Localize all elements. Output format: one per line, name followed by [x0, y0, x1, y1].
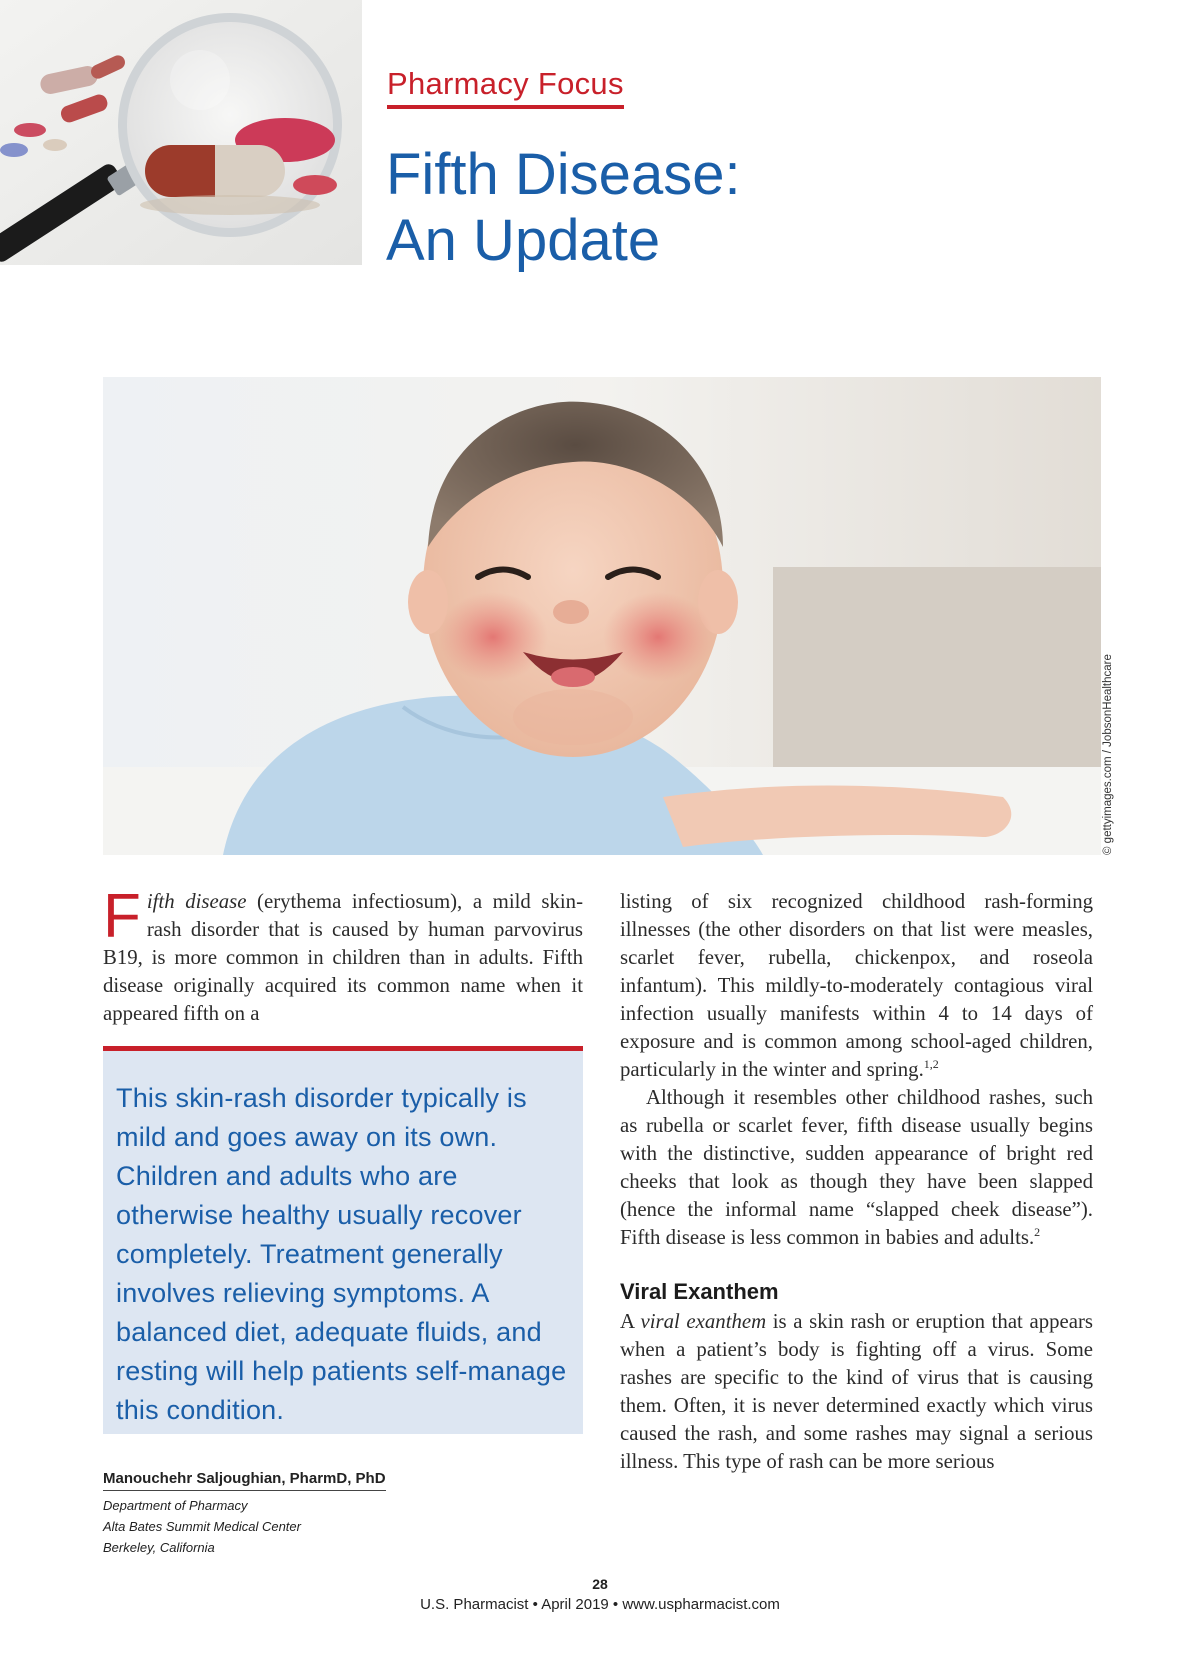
- article-column-right: [620, 888, 1093, 1476]
- article-title: [386, 142, 741, 274]
- reference-2: 2: [1034, 1225, 1041, 1240]
- title-line-1: Fifth Disease:: [386, 142, 741, 207]
- subheading: Viral Exanthem: [620, 1279, 779, 1304]
- reference-1: 1,2: [923, 1057, 939, 1072]
- article-column-left: [103, 882, 583, 1028]
- author-name: Manouchehr Saljoughian, PharmD, PhD: [103, 1470, 386, 1491]
- intro-paragraph: [103, 882, 583, 1028]
- photo-credit: © gettyimages.com / JobsonHealthcare: [1102, 654, 1114, 855]
- author-location: Berkeley, California: [103, 1540, 215, 1555]
- paragraph-2-text: Although it resembles other childhood rashes, such as rubella or scarlet fever, fifth disease usually begins with the distinctive, sudden appearance of bright red cheeks that look as though they have been slapped (hence the informal name “slapped cheek disease”). Fifth disease is less common in babies and adults.: [620, 1086, 1093, 1249]
- author-institution: Alta Bates Summit Medical Center: [103, 1519, 301, 1534]
- pull-quote: This skin-rash disorder typically is mild and goes away on its own. Children and adults who are otherwise healthy usually recover completely. Treatment generally involves relieving symptoms. A balanced diet, adequate fluids, and resting will help patients self-manage this condition.: [103, 1046, 583, 1434]
- author-block: [103, 1470, 386, 1558]
- section-label: Pharmacy Focus: [387, 66, 624, 109]
- paragraph-3-start: A: [620, 1310, 641, 1333]
- intro-text: (erythema infectiosum), a mild skin-rash disorder that is caused by human parvovirus B19, is more common in children than in adults. Fifth disease originally acquired its common name when it appeared fifth on a: [103, 890, 583, 1025]
- paragraph-3-term: viral exanthem: [640, 1310, 767, 1333]
- intro-term: ifth disease: [146, 890, 247, 913]
- publication-footer: U.S. Pharmacist • April 2019 • www.uspharmacist.com: [420, 1596, 780, 1613]
- paragraph-3: [620, 1308, 1093, 1476]
- paragraph-2: [620, 1084, 1093, 1252]
- author-department: Department of Pharmacy: [103, 1498, 248, 1513]
- drop-cap: F: [103, 882, 141, 951]
- page-number: 28: [592, 1576, 608, 1592]
- title-line-2: An Update: [386, 208, 661, 273]
- magnifier-pills-image: [0, 0, 362, 265]
- baby-photo: [103, 377, 1101, 855]
- paragraph-3-text: is a skin rash or eruption that appears when a patient’s body is fighting off a virus. Some rashes are specific to the kind of virus that is causing them. Often, it is never determined exactly which virus caused the rash, and some rashes may signal a serious illness. This type of rash can be more serious: [620, 1310, 1093, 1473]
- paragraph-1-text: listing of six recognized childhood rash-forming illnesses (the other disorders on that list were measles, scarlet fever, rubella, chickenpox, and roseola infantum). This mildly-to-moderately contagious viral infection usually manifests within 4 to 14 days of exposure and is common among school-aged children, particularly in the winter and spring.: [620, 890, 1093, 1081]
- paragraph-1-continued: [620, 888, 1093, 1084]
